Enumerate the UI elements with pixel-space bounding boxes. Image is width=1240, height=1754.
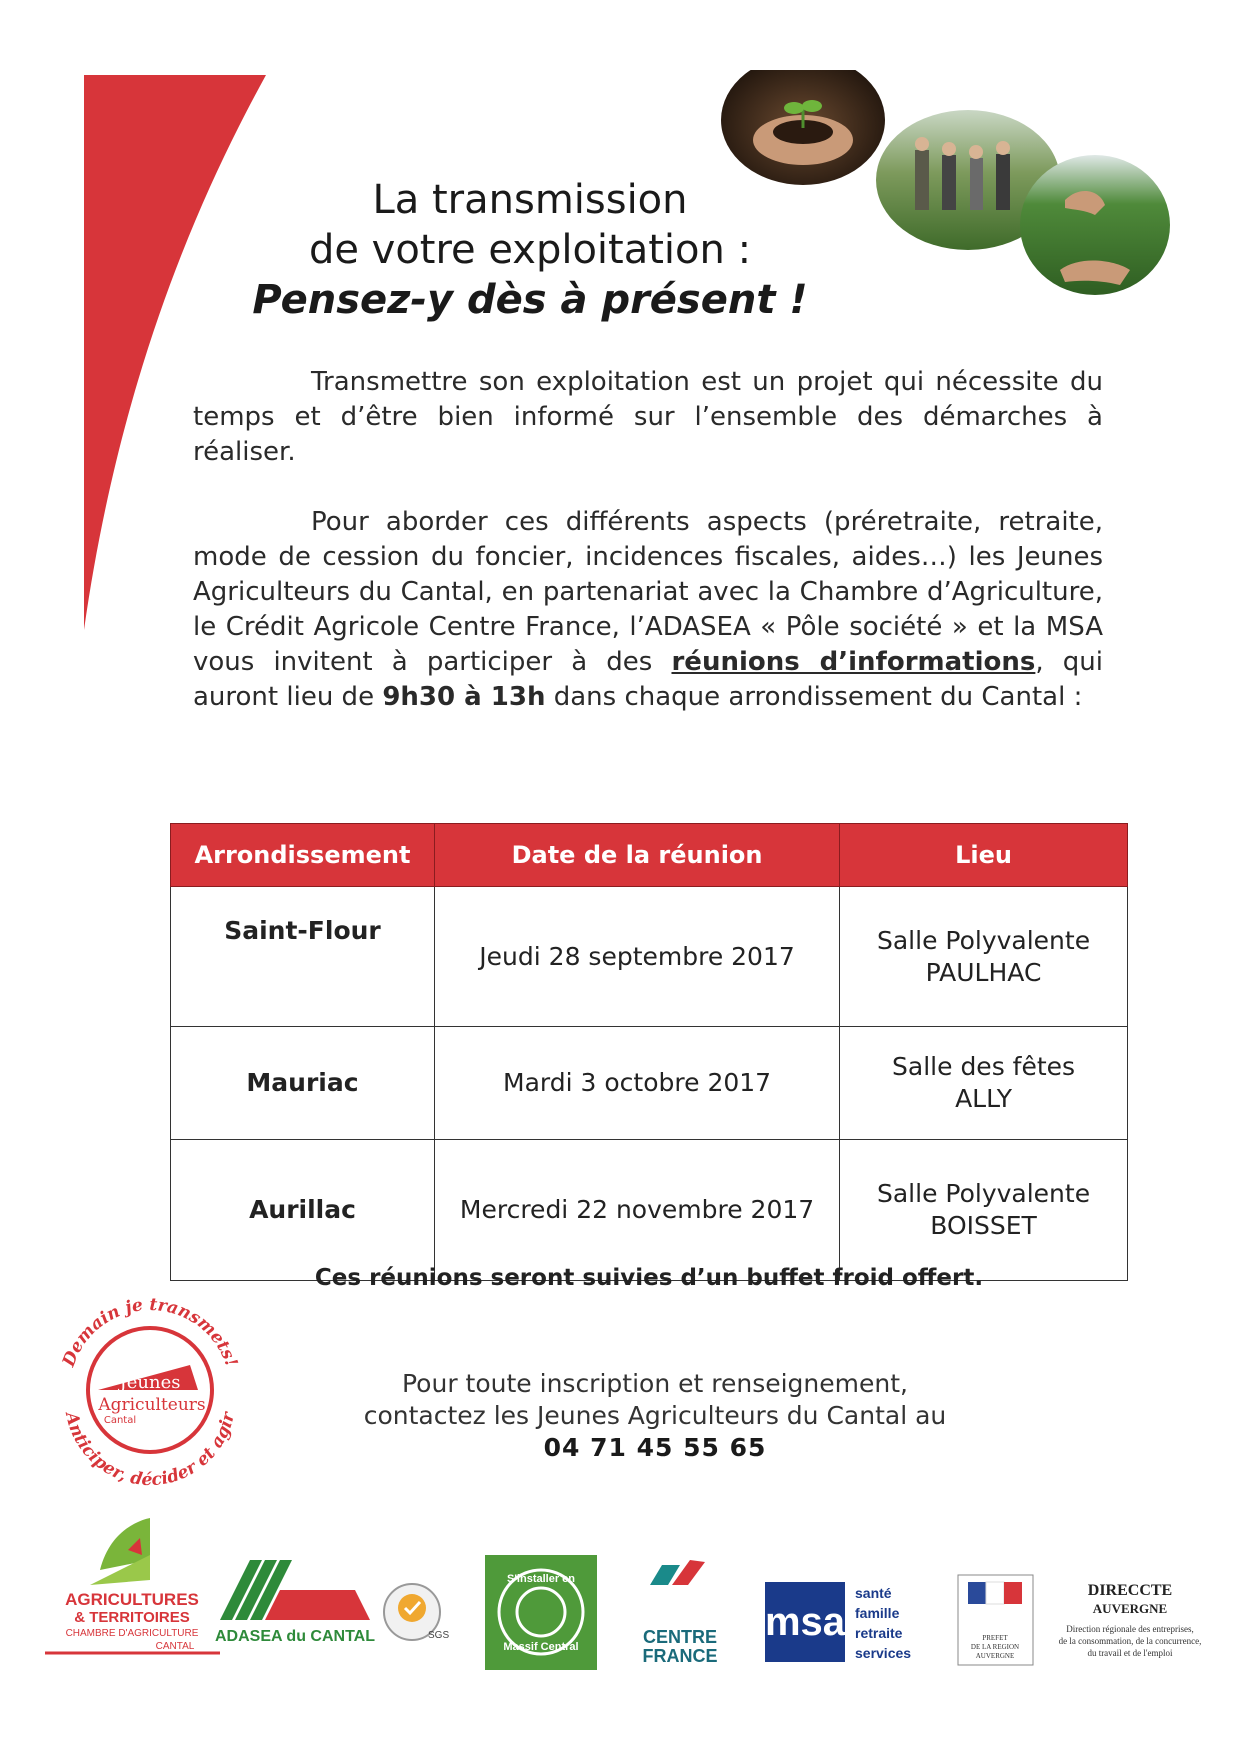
meeting-schedule-table [170, 823, 1128, 1281]
installer-line-1: S'installer en [506, 1573, 576, 1585]
cell-date: Mardi 3 octobre 2017 [435, 1027, 840, 1140]
table-header-row [171, 824, 1128, 887]
agri-line-1: AGRICULTURES [65, 1590, 199, 1609]
title-line-2: de votre exploitation : [308, 227, 752, 273]
direccte-line-4: de la consommation, de la concurrence, [1058, 1636, 1202, 1646]
ca-line-2: FRANCE [642, 1646, 718, 1666]
intro-text-2-start: Pour aborder ces différents aspects (préretraite, retraite, mode de cession du foncier, incidences fiscales, aides…) les Jeunes Agriculteurs du Cantal, en partenariat avec la Chambre d’Agriculture, le Crédit Agricole Centre France, l’ADASEA « Pôle société » et la MSA vous invitent à participer à des [193, 507, 1103, 677]
contact-line-2: contactez les Jeunes Agriculteurs du Cantal au [363, 1401, 947, 1430]
cell-arrondissement: Saint-Flour [171, 887, 435, 1027]
agri-line-2: & TERRITOIRES [74, 1609, 190, 1626]
adasea-logo [215, 1560, 375, 1645]
seal-bottom-text: Anticiper, décider et agir [60, 1410, 239, 1491]
cell-lieu [840, 1140, 1128, 1281]
direccte-line-1: DIRECCTE [1087, 1582, 1173, 1599]
seal-top-text: Demain je transmets! [58, 1294, 242, 1370]
header-arrondissement: Arrondissement [171, 824, 435, 887]
title-line-3: Pensez-y dès à présent ! [252, 277, 808, 323]
lieu-town: ALLY [955, 1084, 1012, 1113]
intro-text-2-end: dans chaque arrondissement du Cantal : [545, 682, 1083, 712]
contact-line-1: Pour toute inscription et renseignement, [402, 1369, 908, 1398]
seal-brand-3: Cantal [103, 1415, 137, 1426]
sgs-certification-badge [384, 1584, 449, 1641]
ca-line-1: CENTRE [642, 1627, 718, 1647]
intro-text-2-mid: , qui auront lieu de [193, 647, 1103, 712]
intro-paragraph-2 [193, 505, 1103, 715]
prefet-line-3: AUVERGNE [975, 1652, 1015, 1660]
jeunes-agriculteurs-seal-logo [40, 1280, 260, 1500]
table-row [171, 887, 1128, 1027]
lieu-name: Salle Polyvalente [876, 925, 1091, 955]
seal-brand-2: Agriculteurs [98, 1395, 206, 1415]
cell-lieu [840, 1027, 1128, 1140]
msa-logo [765, 1582, 911, 1662]
cell-date: Jeudi 28 septembre 2017 [435, 887, 840, 1027]
intro-paragraph-1 [193, 365, 1103, 470]
adasea-text: ADASEA du CANTAL [215, 1628, 375, 1645]
direccte-line-5: du travail et de l'emploi [1087, 1648, 1173, 1658]
meetings-link: réunions d’informations [671, 647, 1036, 677]
direccte-line-2: AUVERGNE [1092, 1601, 1168, 1616]
msa-line-1: santé [855, 1585, 892, 1601]
direccte-auvergne-logo [1059, 1582, 1202, 1658]
sinstaller-massif-central-logo [485, 1555, 597, 1670]
lieu-name: Salle des fêtes [892, 1052, 1076, 1081]
lieu-town: BOISSET [930, 1211, 1037, 1240]
intro-text-1: Transmettre son exploitation est un projet qui nécessite du temps et d’être bien informé sur l’ensemble des démarches à réaliser. [193, 367, 1103, 467]
partner-logos [0, 1510, 1240, 1690]
prefet-line-1: PREFET [982, 1634, 1008, 1642]
photo-hands-seedling [721, 70, 885, 185]
sgs-text: SGS [428, 1630, 450, 1641]
buffet-note: Ces réunions seront suivies d’un buffet froid offert. [314, 1265, 984, 1291]
direccte-line-3: Direction régionale des entreprises, [1066, 1624, 1194, 1634]
cell-lieu [840, 887, 1128, 1027]
agri-line-4: CANTAL [155, 1641, 195, 1652]
meeting-time: 9h30 à 13h [382, 682, 546, 712]
contact-info [290, 1368, 1020, 1464]
installer-line-2: Massif Central [503, 1641, 579, 1653]
agri-line-3: CHAMBRE D'AGRICULTURE [65, 1628, 199, 1639]
msa-line-3: retraite [855, 1625, 903, 1641]
svg-text:msa: msa [764, 1600, 846, 1644]
seal-brand-1: Jeunes [119, 1372, 181, 1393]
credit-agricole-logo [643, 1560, 718, 1666]
prefet-region-auvergne-logo [958, 1575, 1033, 1665]
lieu-town: PAULHAC [925, 957, 1042, 987]
lieu-name: Salle Polyvalente [876, 1179, 1091, 1208]
cell-arrondissement: Aurillac [171, 1140, 435, 1281]
cell-date: Mercredi 22 novembre 2017 [435, 1140, 840, 1281]
title-line-1: La transmission [372, 177, 688, 223]
document-title [230, 175, 830, 325]
cell-arrondissement: Mauriac [171, 1027, 435, 1140]
msa-line-4: services [855, 1645, 912, 1661]
phone-number: 04 71 45 55 65 [543, 1433, 767, 1462]
header-date: Date de la réunion [435, 824, 840, 887]
table-row [171, 1027, 1128, 1140]
prefet-line-2: DE LA REGION [970, 1643, 1020, 1651]
photo-field-hands [1020, 155, 1170, 295]
chambre-agriculture-logo [45, 1518, 220, 1653]
table-row [171, 1140, 1128, 1281]
msa-line-2: famille [855, 1605, 900, 1621]
header-lieu: Lieu [840, 824, 1128, 887]
